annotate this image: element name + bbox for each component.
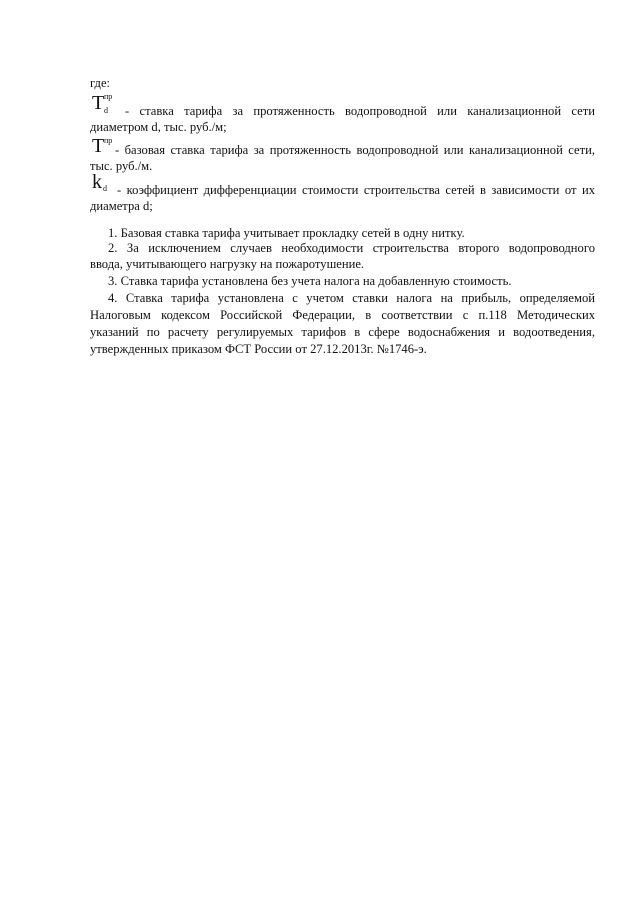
definition-line: диаметром d, тыс. руб./м; [90,120,227,134]
definition-line: - ставка тарифа за протяженность водопроводной или канализационной сети [125,104,595,118]
intro-text: где: [90,76,111,90]
note-4-line: 4. Ставка тарифа установлена с учетом ставки налога на прибыль, определяемой [108,291,595,305]
symbol-superscript: пр [104,92,113,101]
note-4-line: утвержденных приказом ФСТ России от 27.12.2013г. №1746-э. [90,342,427,356]
note-4-line: указаний по расчету регулируемых тарифов в сфере водоснабжения и водоотведения, [90,325,595,339]
symbol-superscript: пр [104,136,113,145]
definition-line: диаметра d; [90,199,153,213]
note-2-line: 2. За исключением случаев необходимости строительства второго водопроводного [108,241,595,255]
note-1: 1. Базовая ставка тарифа учитывает прокладку сетей в одну нитку. [108,226,465,240]
symbol-t: T [92,92,105,114]
symbol-k: k [92,171,102,193]
note-4-line: Налоговым кодексом Российской Федерации, в соответствии с п.118 Методических [90,308,595,322]
definition-line: - базовая ставка тарифа за протяженность водопроводной или канализационной сети, [115,143,595,157]
symbol-subscript: d [103,184,107,193]
definition-line: тыс. руб./м. [90,159,153,173]
symbol-subscript: d [104,106,108,115]
note-2-line: ввода, учитывающего нагрузку на пожаротушение. [90,257,365,271]
note-3: 3. Ставка тарифа установлена без учета налога на добавленную стоимость. [108,274,512,288]
symbol-t: T [92,135,105,157]
definition-line: - коэффициент дифференциации стоимости строительства сетей в зависимости от их [117,183,595,197]
